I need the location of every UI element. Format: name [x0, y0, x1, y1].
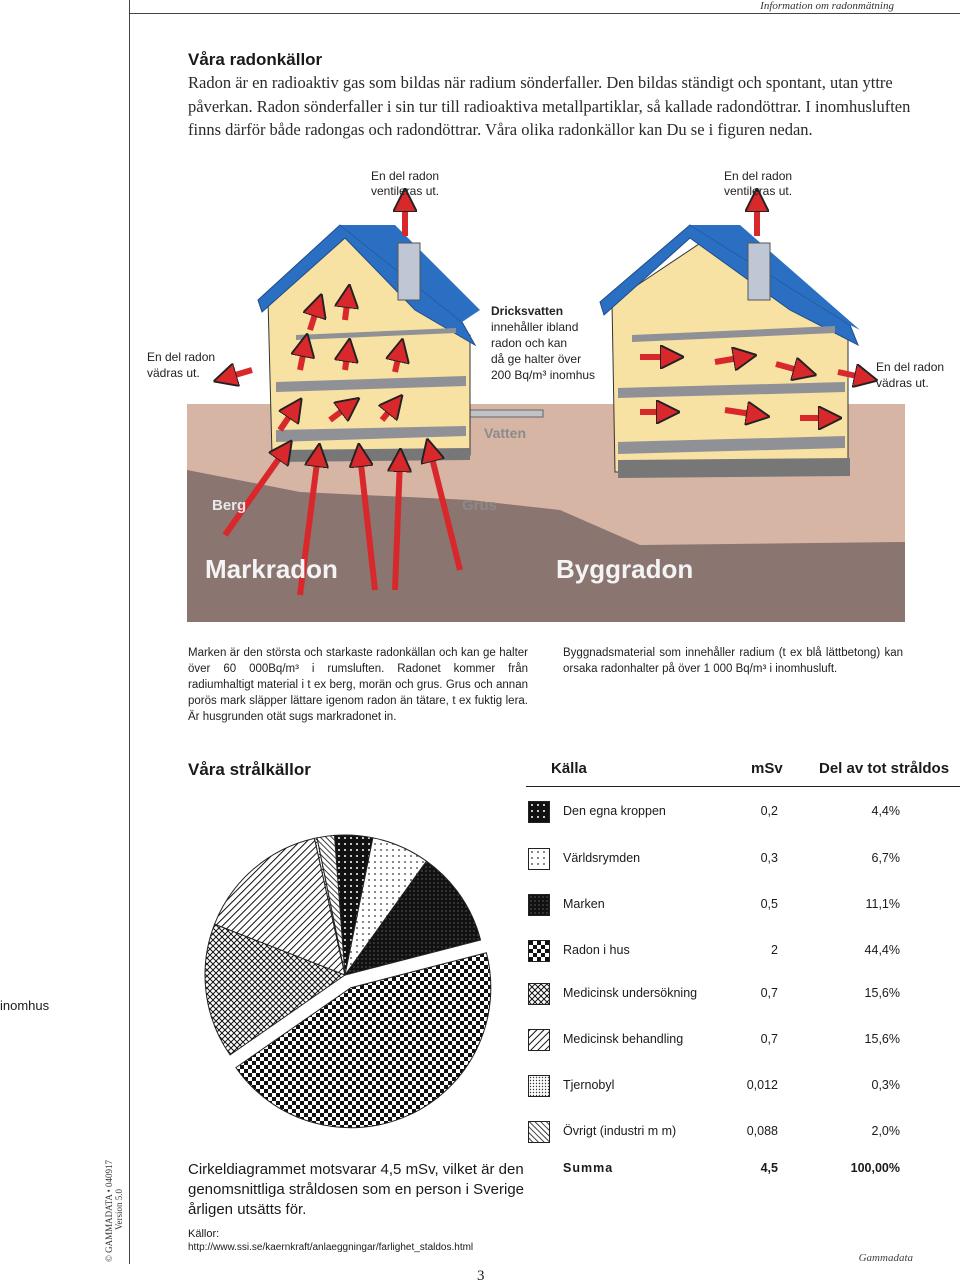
row-msv: 2 — [771, 943, 778, 957]
row-msv: 0,012 — [746, 1078, 778, 1092]
row-msv: 0,5 — [760, 897, 778, 911]
legend-swatch-hatch-diag — [528, 1029, 550, 1051]
vadras-right-line2: vädras ut. — [876, 376, 929, 390]
section-title-radiation-sources: Våra strålkällor — [188, 760, 311, 779]
legend-swatch-stripes — [528, 1121, 550, 1143]
table-row — [528, 940, 960, 967]
water-line2: radon och kan — [491, 336, 568, 350]
row-msv: 0,7 — [760, 986, 778, 1000]
sources-label: Källor: — [188, 1228, 220, 1240]
copyright-vertical: © GAMMADATA • 040917 — [104, 1159, 114, 1262]
row-source-name: Medicinsk behandling — [563, 1032, 684, 1046]
vent-right-line1: En del radon — [724, 169, 793, 183]
row-source-name: Den egna kroppen — [563, 804, 666, 818]
section-title-radon-sources: Våra radonkällor — [188, 50, 323, 69]
sum-pct: 100,00% — [850, 1161, 900, 1175]
vadras-left-line2: vädras ut. — [147, 366, 200, 380]
byggradon-description: Byggnadsmaterial som innehåller radium (t ex blå lättbetong) kan orsaka radonhalter på över 1 000 Bq/m³ i inomhusluft. — [563, 647, 903, 675]
row-share: 4,4% — [871, 804, 900, 818]
row-share: 2,0% — [871, 1124, 900, 1138]
radon-house-figure — [0, 0, 960, 640]
table-row — [528, 848, 960, 875]
vadras-left-line1: En del radon — [147, 350, 216, 364]
grus-label: Grus — [462, 497, 498, 514]
row-source-name: Tjernobyl — [563, 1078, 615, 1092]
row-source-name: Radon i hus — [563, 943, 630, 957]
legend-swatch-dots-fine — [528, 1075, 550, 1097]
legend-swatch-dense-dark — [528, 894, 550, 916]
header-title: Information om radonmätning — [760, 0, 894, 12]
vent-left-line1: En del radon — [371, 169, 440, 183]
row-share: 15,6% — [864, 986, 900, 1000]
water-pipe — [465, 410, 543, 417]
vadras-right-line1: En del radon — [876, 360, 945, 374]
table-row — [528, 1121, 960, 1148]
water-line4: 200 Bq/m³ inomhus — [491, 368, 596, 382]
vent-right-line2: ventileras ut. — [724, 184, 793, 198]
row-share: 11,1% — [865, 897, 900, 911]
water-title: Dricksvatten — [491, 304, 564, 318]
table-row — [528, 801, 960, 828]
row-source-name: Marken — [563, 897, 605, 911]
sources-url[interactable]: http://www.ssi.se/kaernkraft/anlaeggningar/farlighet_staldos.html — [188, 1242, 474, 1253]
legend-swatch-dots-dark — [528, 801, 550, 823]
markradon-label: Markradon — [205, 554, 338, 584]
water-line1: innehåller ibland — [491, 320, 579, 334]
vent-left-line2: ventileras ut. — [371, 184, 440, 198]
sum-msv: 4,5 — [760, 1161, 778, 1175]
row-source-name: Medicinsk undersökning — [563, 986, 698, 1000]
row-share: 15,6% — [864, 1032, 900, 1046]
row-share: 44,4% — [864, 943, 900, 957]
house-right — [600, 225, 860, 478]
row-share: 0,3% — [871, 1078, 900, 1092]
byggradon-label: Byggradon — [556, 554, 694, 584]
row-source-name: Världsrymden — [563, 851, 641, 865]
table-row — [528, 983, 960, 1010]
berg-label: Berg — [212, 497, 247, 514]
pie-caption: Cirkeldiagrammet motsvarar 4,5 mSv, vilket är den genomsnittliga stråldosen som en person i Sverige årligen utsätts för. — [188, 1161, 525, 1218]
legend-swatch-hatch-cross — [528, 983, 550, 1005]
row-msv: 0,088 — [746, 1124, 778, 1138]
footer-brand: Gammadata — [858, 1252, 913, 1264]
table-header-rule — [526, 786, 960, 787]
sum-label: Summa — [563, 1161, 614, 1175]
table-row — [528, 1029, 960, 1056]
house-left — [258, 225, 480, 462]
row-msv: 0,7 — [760, 1032, 778, 1046]
col-header-share: Del av tot stråldos — [819, 760, 950, 777]
row-msv: 0,2 — [760, 804, 778, 818]
table-row — [528, 894, 960, 921]
inomhus-side-label: inomhus — [0, 998, 50, 1013]
row-share: 6,7% — [871, 851, 900, 865]
version-vertical: Version 5.0 — [114, 1189, 124, 1230]
row-msv: 0,3 — [760, 851, 778, 865]
vatten-label: Vatten — [484, 425, 527, 441]
water-line3: då ge halter över — [491, 352, 582, 366]
col-header-msv: mSv — [751, 760, 783, 777]
dose-pie-chart — [180, 805, 510, 1150]
legend-swatch-checker — [528, 940, 550, 962]
col-header-source: Källa — [551, 760, 587, 777]
row-source-name: Övrigt (industri m m) — [563, 1124, 677, 1138]
intro-paragraph: Radon är en radioaktiv gas som bildas när radium sönderfaller. Den bildas ständigt och spontant, utan yttre påverkan. Radon sönderfaller i sin tur till radioaktiva metallpartiklar, så kallade radondöttrar. I inomhusluften finns därför både radongas och radondöttrar. Våra olika radonkällor kan Du se i figuren nedan. — [188, 73, 911, 139]
table-row — [528, 1075, 960, 1102]
markradon-description: Marken är den största och starkaste radonkällan och kan ge halter över 60 000Bq/m³ i rumsluften. Radonet kommer från radiumhaltigt material i t ex berg, morän och grus. Grus och annan porös mark släpper lättare igenom radon än tätare, t ex fuktig lera. Är husgrunden otät sugs markradonet in. — [188, 647, 528, 723]
legend-swatch-dots-light — [528, 848, 550, 870]
page-number: 3 — [477, 1268, 485, 1284]
